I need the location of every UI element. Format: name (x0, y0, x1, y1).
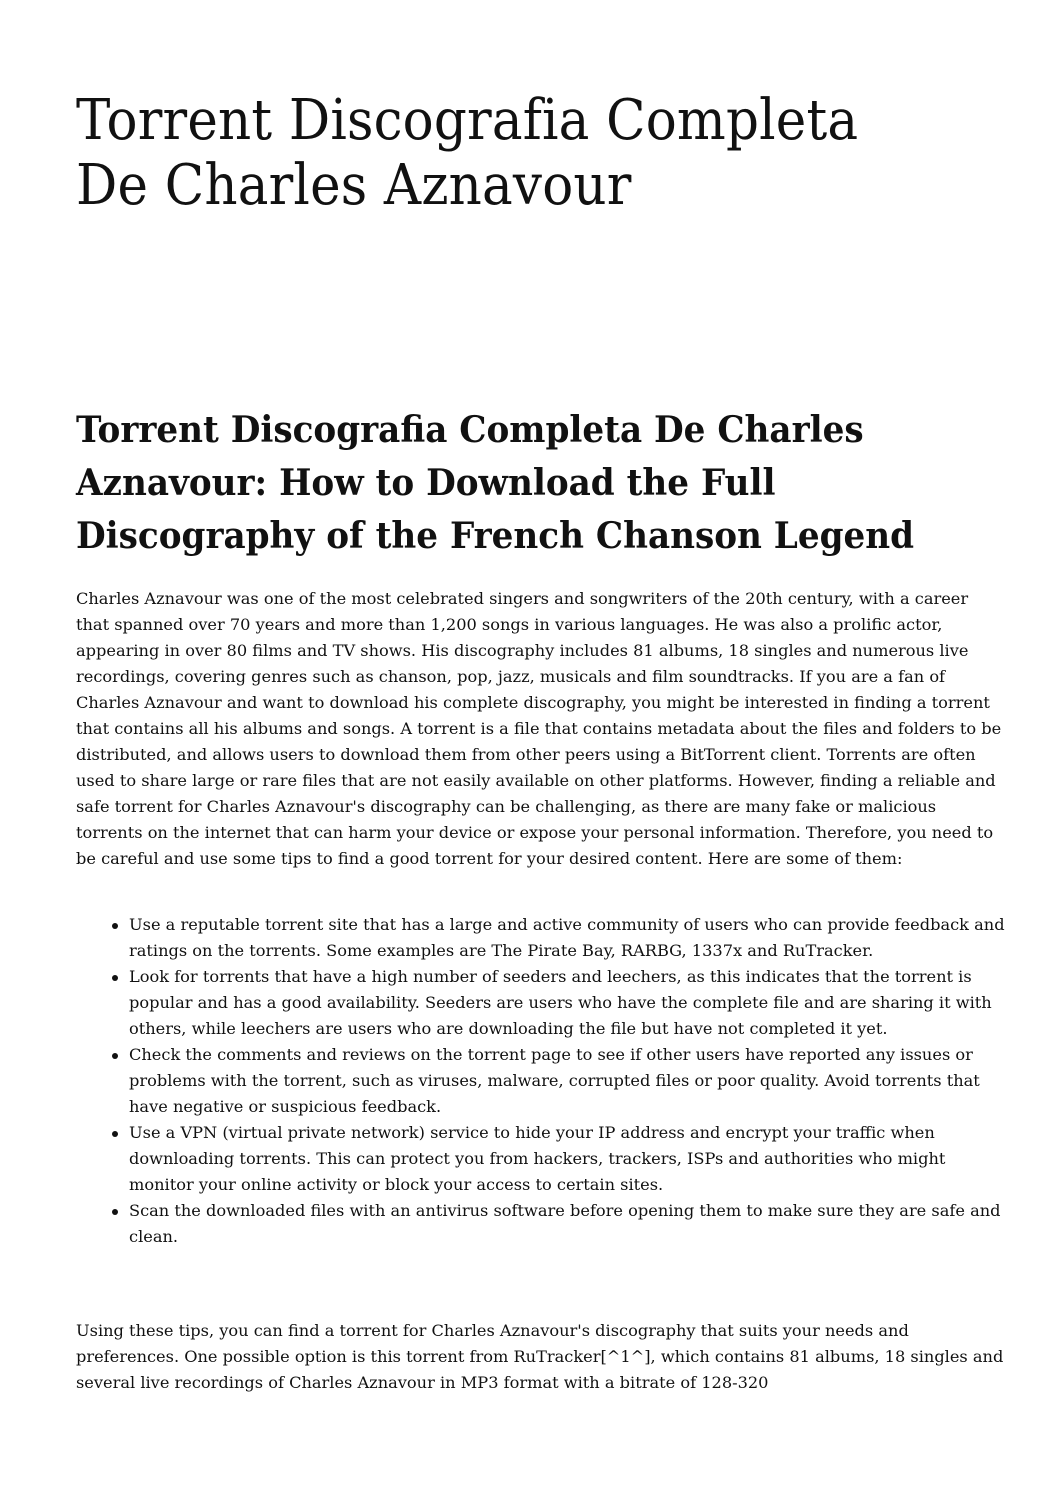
bullet-icon (112, 1131, 118, 1137)
tip-text: Use a reputable torrent site that has a large and active community of users who can provide feedback and ratings on the torrents. Some examples are The Pirate Bay, RARBG, 1337x and RuTracker. (129, 915, 1005, 960)
list-item (76, 1120, 1006, 1198)
bullet-icon (112, 1209, 118, 1215)
tip-text: Look for torrents that have a high number of seeders and leechers, as this indicates that the torrent is popular and has a good availability. Seeders are users who have the complete file and are sharing it with others, while leechers are users who are downloading the file but have not completed it yet. (129, 967, 992, 1038)
list-item (76, 912, 1006, 964)
tip-text: Scan the downloaded files with an antivirus software before opening them to make sure they are safe and clean. (129, 1201, 1001, 1246)
tip-text: Check the comments and reviews on the torrent page to see if other users have reported any issues or problems with the torrent, such as viruses, malware, corrupted files or poor quality. Avoid torrents that have negative or suspicious feedback. (129, 1045, 980, 1116)
bullet-icon (112, 923, 118, 929)
tip-text: Use a VPN (virtual private network) service to hide your IP address and encrypt your traffic when downloading torrents. This can protect you from hackers, trackers, ISPs and authorities who might monitor your online activity or block your access to certain sites. (129, 1123, 946, 1194)
bullet-icon (112, 975, 118, 981)
list-item (76, 1042, 1006, 1120)
bullet-icon (112, 1053, 118, 1059)
document-title: Torrent Discografia Completa De Charles Aznavour (76, 88, 859, 218)
closing-paragraph: Using these tips, you can find a torrent for Charles Aznavour's discography that suits your needs and preferences. One possible option is this torrent from RuTracker[^1^], which contains 81 albums, 18 singles and several live recordings of Charles Aznavour in MP3 format with a bitrate of 128-320 (76, 1321, 1004, 1392)
list-item (76, 1198, 1006, 1250)
article-heading: Torrent Discografia Completa De Charles Aznavour: How to Download the Full Discography of the French Chanson Legend (76, 409, 915, 557)
list-item (76, 964, 1006, 1042)
intro-paragraph: Charles Aznavour was one of the most celebrated singers and songwriters of the 20th century, with a career that spanned over 70 years and more than 1,200 songs in various languages. He was also a prolific actor, appearing in over 80 films and TV shows. His discography includes 81 albums, 18 singles and numerous live recordings, covering genres such as chanson, pop, jazz, musicals and film soundtracks. If you are a fan of Charles Aznavour and want to download his complete discography, you might be interested in finding a torrent that contains all his albums and songs. A torrent is a file that contains metadata about the files and folders to be distributed, and allows users to download them from other peers using a BitTorrent client. Torrents are often used to share large or rare files that are not easily available on other platforms. However, finding a reliable and safe torrent for Charles Aznavour's discography can be challenging, as there are many fake or malicious torrents on the internet that can harm your device or expose your personal information. Therefore, you need to be careful and use some tips to find a good torrent for your desired content. Here are some of them: (76, 589, 1002, 868)
tips-list (76, 912, 1006, 1250)
